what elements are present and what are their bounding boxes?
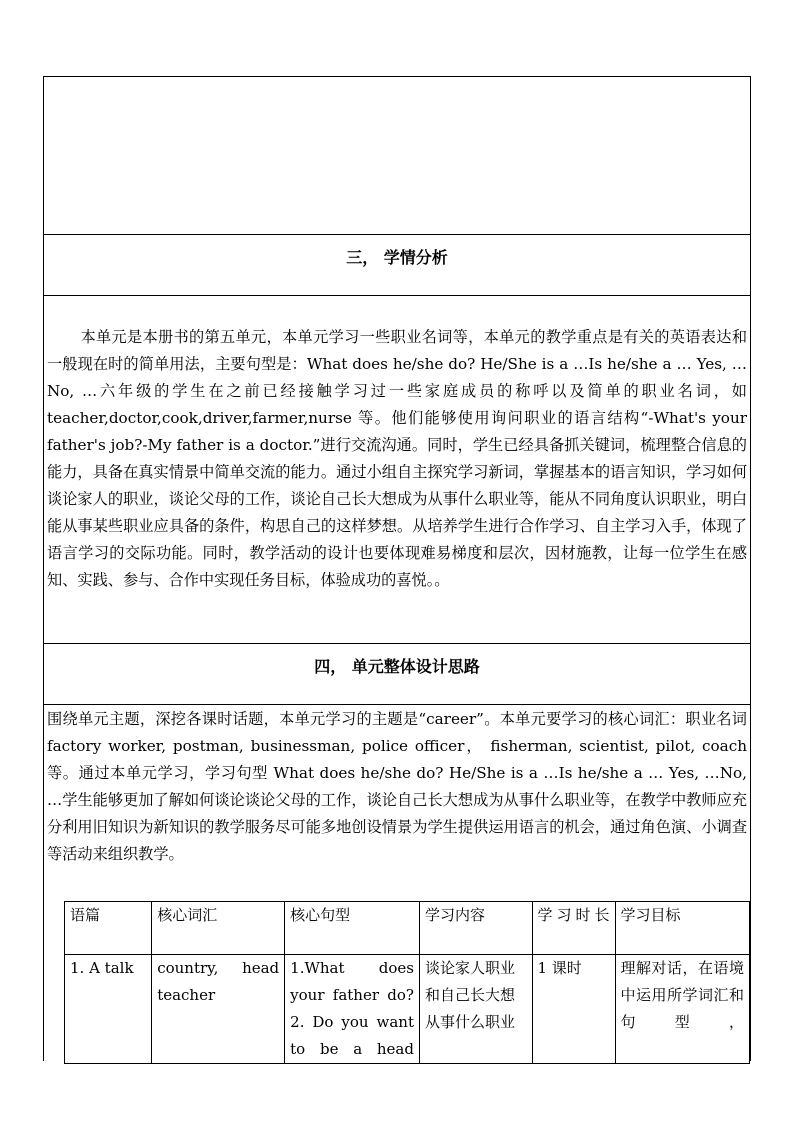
header-cell: 学习时长	[532, 902, 615, 955]
lesson-plan-table	[64, 901, 750, 1064]
table-cell: 1 课时	[532, 955, 615, 1064]
header-cell: 学习目标	[615, 902, 749, 955]
section-four-heading: 四， 单元整体设计思路	[314, 657, 480, 676]
table-header-row	[65, 902, 750, 955]
divider	[44, 295, 750, 296]
header-cell: 学习内容	[419, 902, 532, 955]
section-three-text: 本单元是本册书的第五单元，本单元学习一些职业名词等，本单元的教学重点是有关的英语表达和一般现在时的简单用法，主要句型是：What does he/she do? He/She is a …Is he/she a … Yes, …No, …六年级的学生在之前已经接触学习过一些家庭成员的称呼以及简单的职业名词，如 teacher,doctor,cook,driver,farmer,nurse 等。他们能够使用询问职业的语言结构“-What's your father's job?-My father is a doctor.”进行交流沟通。同时，学生已经具备抓关键词，梳理整合信息的能力，具备在真实情景中简单交流的能力。通过小组自主探究学习新词，掌握基本的语言知识，学习如何谈论家人的职业，谈论父母的工作，谈论自己长大想成为从事什么职业等，能从不同角度认识职业，明白能从事某些职业应具备的条件，构思自己的这样梦想。从培养学生进行合作学习、自主学习入手，体现了语言学习的交际功能。同时，教学活动的设计也要体现难易梯度和层次，因材施教，让每一位学生在感知、实践、参与、合作中实现任务目标，体验成功的喜悦。。	[47, 328, 747, 589]
divider	[44, 234, 750, 235]
table-cell: country, head teacher	[152, 955, 285, 1064]
header-cell: 核心词汇	[152, 902, 285, 955]
section-three-heading: 三， 学情分析	[346, 248, 448, 267]
document-frame	[43, 76, 751, 1061]
table-cell: 理解对话，在语境中运用所学词汇和句型，	[615, 955, 749, 1064]
table-cell: 谈论家人职业和自己长大想从事什么职业	[419, 955, 532, 1064]
divider	[44, 704, 750, 705]
header-cell: 语篇	[65, 902, 152, 955]
section-four-text: 围绕单元主题，深挖各课时话题，本单元学习的主题是“career”。本单元要学习的核心词汇：职业名词 factory worker, postman, businessman, police officer， fisherman, scientist, pilot, coach 等。通过本单元学习，学习句型 What does he/she do? He/She is a …Is he/she a … Yes, …No, …学生能够更加了解如何谈论谈论父母的工作，谈论自己长大想成为从事什么职业等，在教学中教师应充分利用旧知识为新知识的教学服务尽可能多地创设情景为学生提供运用语言的机会，通过角色演、小调查等活动来组织教学。	[47, 710, 747, 863]
header-cell: 核心句型	[285, 902, 420, 955]
divider	[44, 643, 750, 644]
table-cell: 1. A talk	[65, 955, 152, 1064]
section-three-body	[47, 324, 747, 594]
table-row	[65, 955, 750, 1064]
section-four-body	[47, 706, 747, 868]
table-cell: 1.What does your father do? 2. Do you want to be a head	[285, 955, 420, 1064]
